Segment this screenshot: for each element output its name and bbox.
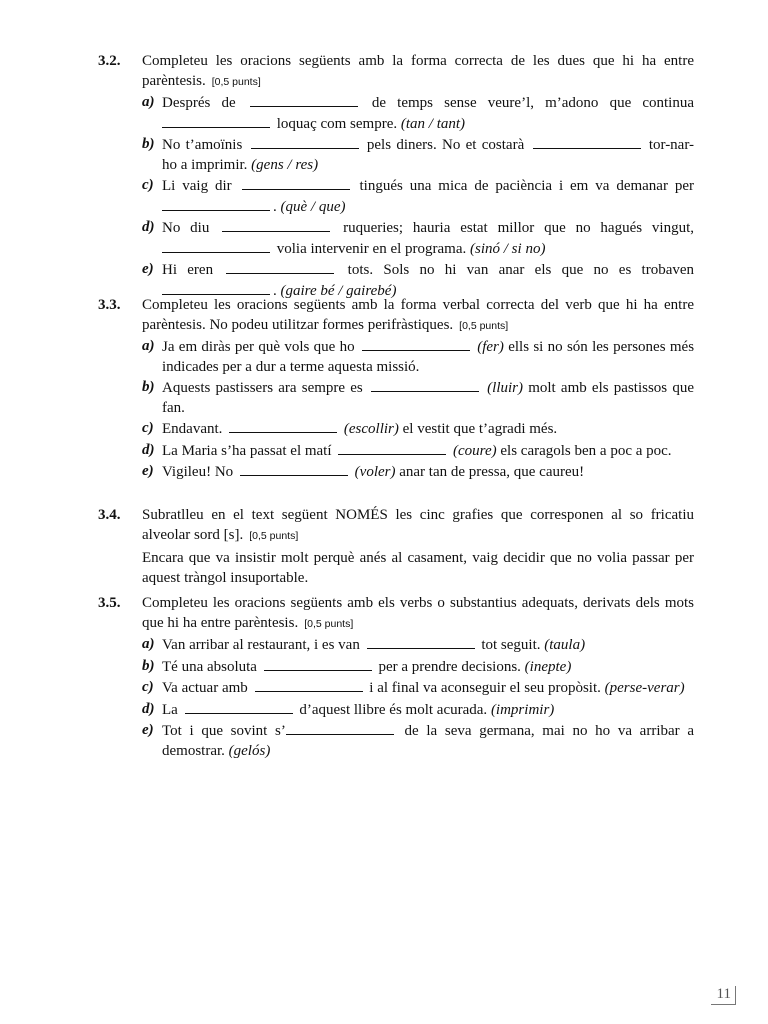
exercise-3-5 <box>98 594 694 761</box>
exercise-instructions: Completeu les oracions següents amb els verbs o substantius adequats, derivats dels mots que hi ha entre parèntesis. <box>142 595 694 631</box>
answer-blank[interactable] <box>362 337 470 351</box>
exercise-3-3 <box>98 296 694 483</box>
answer-blank[interactable] <box>264 657 372 671</box>
exercise-text: Encara que va insistir molt perquè anés al casament, vaig decidir que no volia passar per aquest tràngol insuportable. <box>142 550 694 586</box>
answer-blank[interactable] <box>251 135 359 149</box>
hint: (coure) <box>453 442 497 459</box>
hint: (gelós) <box>228 742 271 759</box>
answer-blank[interactable] <box>286 721 394 735</box>
exercise-number: 3.2. <box>98 53 121 69</box>
hint: (gens / res) <box>251 156 319 173</box>
hint: (lluir) <box>487 380 523 396</box>
exercise-3-2 <box>98 52 694 301</box>
hint: (perse-verar) <box>604 680 685 696</box>
page-number: 11 <box>711 986 736 1005</box>
answer-blank[interactable] <box>242 176 350 190</box>
answer-blank[interactable] <box>229 419 337 433</box>
answer-blank[interactable] <box>240 462 348 476</box>
exercise-instructions: Subratlleu en el text següent NOMÉS les cinc grafies que corresponen al so fricatiu alveolar sord [s]. <box>142 507 694 543</box>
item-e: e) Hi eren tots. Sols no hi van anar els que no es trobaven . (gaire bé / gairebé) <box>142 261 695 299</box>
hint: (inepte) <box>524 658 572 675</box>
item-c: c) Li vaig dir tingués una mica de paciència i em va demanar per . (què / que) <box>142 177 695 215</box>
hint: (gaire bé / gairebé) <box>280 282 397 299</box>
hint: (tan / tant) <box>400 115 466 132</box>
hint: (què / que) <box>280 198 346 215</box>
item-d: d) La d’aquest llibre és molt acurada. (imprimir) <box>142 700 555 718</box>
answer-blank[interactable] <box>226 260 334 274</box>
answer-blank[interactable] <box>255 678 363 692</box>
answer-blank[interactable] <box>250 93 358 107</box>
answer-blank[interactable] <box>338 441 446 455</box>
item-d: d) No diu ruqueries; hauria estat millor que no hagués vingut, volia intervenir en el programa. (sinó / si no) <box>142 219 695 257</box>
answer-blank[interactable] <box>533 135 641 149</box>
item-e: e) Vigileu! No (voler) anar tan de pressa, que caureu! <box>142 463 585 480</box>
item-a: a) Ja em diràs per què vols que ho (fer) ells si no són les persones més indicades per a dur a terme aquesta missió. <box>142 338 695 375</box>
item-c: c) Va actuar amb i al final va aconseguir el seu propòsit. (perse-verar) <box>142 679 685 696</box>
item-a: a) Van arribar al restaurant, i es van tot seguit. (taula) <box>142 636 586 653</box>
hint: (fer) <box>477 339 504 355</box>
hint: (taula) <box>544 637 586 653</box>
item-b: b) Aquests pastissers ara sempre es (lluir) molt amb els pastissos que fan. <box>142 379 694 416</box>
points-label: [0,5 punts] <box>304 617 354 630</box>
item-e: e) Tot i que sovint s’ de la seva germana, mai no ho va arribar a demostrar. (gelós) <box>142 722 694 759</box>
answer-blank[interactable] <box>222 218 330 232</box>
hint: (imprimir) <box>490 701 555 718</box>
answer-blank[interactable] <box>162 281 270 295</box>
item-a: a) Després de de temps sense veure’l, m’adono que continua loquaç com sempre. (tan / tant) <box>142 94 695 132</box>
answer-blank[interactable] <box>162 114 270 128</box>
hint: (voler) <box>354 464 396 480</box>
points-label: [0,5 punts] <box>249 529 299 542</box>
item-b: b) No t’amoïnis pels diners. No et costarà tor-nar-ho a imprimir. (gens / res) <box>142 136 695 173</box>
answer-blank[interactable] <box>367 635 475 649</box>
answer-blank[interactable] <box>185 700 293 714</box>
exercise-instructions: Completeu les oracions següents amb la forma correcta de les dues que hi ha entre parèntesis. <box>142 53 694 89</box>
item-c: c) Endavant. (escollir) el vestit que t’agradi més. <box>142 420 558 437</box>
answer-blank[interactable] <box>162 197 270 211</box>
points-label: [0,5 punts] <box>459 319 509 332</box>
exercise-number: 3.4. <box>98 507 121 523</box>
item-d: d) La Maria s’ha passat el matí (coure) els caragols ben a poc a poc. <box>142 441 672 459</box>
exercise-3-4 <box>98 506 694 588</box>
exercise-number: 3.5. <box>98 595 121 611</box>
answer-blank[interactable] <box>371 378 479 392</box>
answer-blank[interactable] <box>162 239 270 253</box>
hint: (sinó / si no) <box>470 240 546 257</box>
points-label: [0,5 punts] <box>211 75 261 88</box>
exercise-number: 3.3. <box>98 297 121 313</box>
hint: (escollir) <box>343 421 399 437</box>
item-b: b) Té una absoluta per a prendre decisions. (inepte) <box>142 657 572 675</box>
exercise-instructions: Completeu les oracions següents amb la forma verbal correcta del verb que hi ha entre parèntesis. No podeu utilitzar formes perifràstiques. <box>142 297 694 333</box>
